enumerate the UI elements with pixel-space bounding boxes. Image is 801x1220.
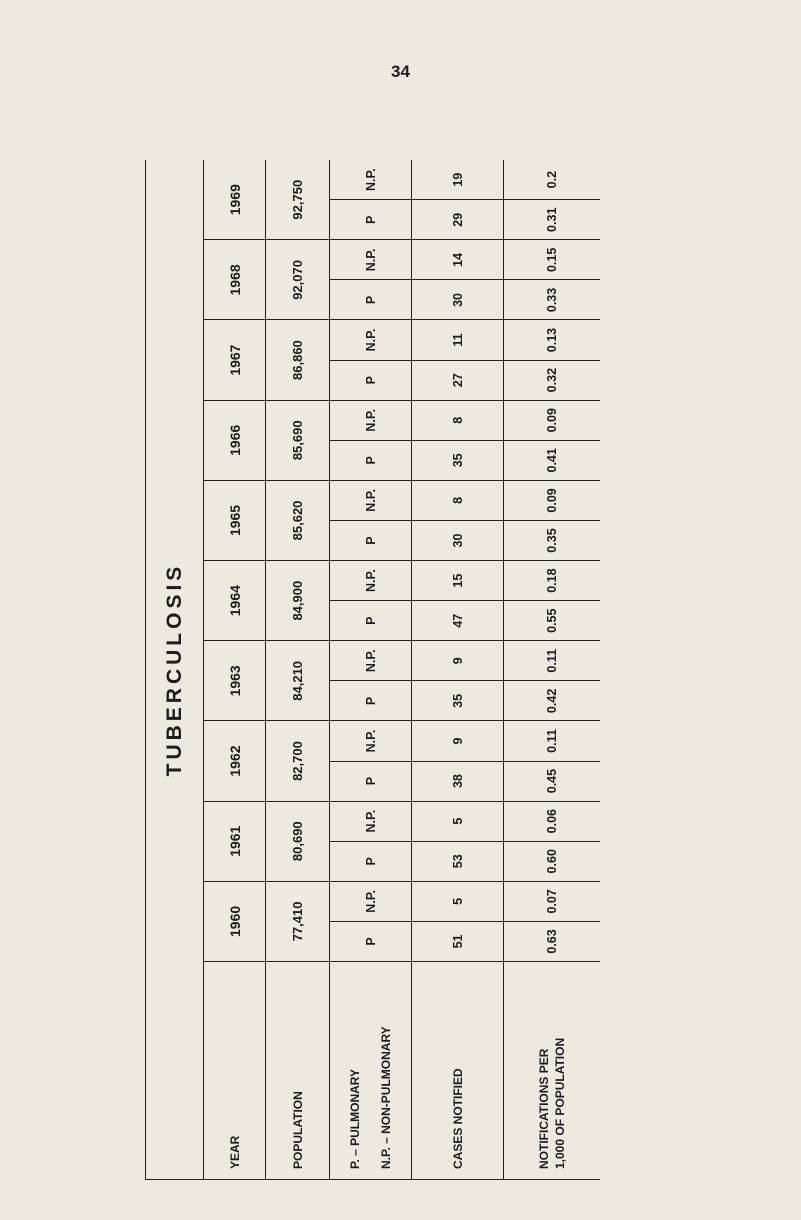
population-cell: 84,900 [266,561,330,641]
population-cell: 92,070 [266,240,330,320]
non-pulmonary-column-header: N.P. [330,400,412,440]
cases-pulmonary-cell: 38 [412,761,504,801]
rate-pulmonary-cell: 0.45 [504,761,601,801]
cases-non-pulmonary-cell: 9 [412,641,504,681]
rate-non-pulmonary-cell: 0.09 [504,400,601,440]
non-pulmonary-column-header: N.P. [330,561,412,601]
table-title: TUBERCULOSIS [146,160,204,1180]
type-row [330,160,412,1180]
cases-pulmonary-cell: 35 [412,440,504,480]
cases-non-pulmonary-cell: 9 [412,721,504,761]
year-row [204,160,266,1180]
rate-non-pulmonary-cell: 0.15 [504,240,601,280]
population-cell: 82,700 [266,721,330,801]
rate-non-pulmonary-cell: 0.09 [504,480,601,520]
rate-pulmonary-cell: 0.42 [504,681,601,721]
non-pulmonary-column-header: N.P. [330,641,412,681]
notifications-label [504,962,601,1180]
year-cell: 1963 [204,641,266,721]
rate-non-pulmonary-cell: 0.2 [504,160,601,200]
non-pulmonary-column-header: N.P. [330,320,412,360]
pulmonary-column-header: P [330,360,412,400]
cases-pulmonary-cell: 29 [412,200,504,240]
population-cell: 84,210 [266,641,330,721]
rate-non-pulmonary-cell: 0.07 [504,881,601,921]
non-pulmonary-column-header: N.P. [330,480,412,520]
cases-non-pulmonary-cell: 5 [412,801,504,841]
table-frame [145,160,600,1180]
rotated-table-container [145,160,600,1180]
rate-pulmonary-cell: 0.41 [504,440,601,480]
non-pulmonary-column-header: N.P. [330,801,412,841]
population-cell: 80,690 [266,801,330,881]
page-number: 34 [391,62,410,81]
pulmonary-column-header: P [330,200,412,240]
rate-pulmonary-cell: 0.33 [504,280,601,320]
year-cell: 1969 [204,160,266,240]
pulmonary-column-header: P [330,841,412,881]
cases-non-pulmonary-cell: 8 [412,400,504,440]
pulmonary-column-header: P [330,921,412,961]
year-cell: 1964 [204,561,266,641]
pulmonary-column-header: P [330,280,412,320]
tuberculosis-table [145,160,600,1180]
non-pulmonary-column-header: N.P. [330,240,412,280]
rate-pulmonary-cell: 0.55 [504,601,601,641]
year-cell: 1966 [204,400,266,480]
notifications-label-line1: NOTIFICATIONS PER [536,1048,551,1169]
cases-label: CASES NOTIFIED [412,962,504,1180]
year-cell: 1962 [204,721,266,801]
rate-non-pulmonary-cell: 0.13 [504,320,601,360]
rate-non-pulmonary-cell: 0.11 [504,641,601,681]
pulmonary-column-header: P [330,761,412,801]
rate-pulmonary-cell: 0.60 [504,841,601,881]
rate-non-pulmonary-cell: 0.11 [504,721,601,761]
rate-non-pulmonary-cell: 0.06 [504,801,601,841]
cases-non-pulmonary-cell: 15 [412,561,504,601]
year-cell: 1965 [204,480,266,560]
cases-non-pulmonary-cell: 8 [412,480,504,520]
rate-pulmonary-cell: 0.31 [504,200,601,240]
title-row [146,160,204,1180]
notifications-label-line2: 1,000 OF POPULATION [553,1037,567,1169]
cases-row [412,160,504,1180]
year-cell: 1967 [204,320,266,400]
population-cell: 86,860 [266,320,330,400]
rate-pulmonary-cell: 0.35 [504,520,601,560]
cases-non-pulmonary-cell: 11 [412,320,504,360]
cases-non-pulmonary-cell: 5 [412,881,504,921]
type-legend [330,962,412,1180]
legend-pulmonary: P. – PULMONARY [348,1068,363,1169]
pulmonary-column-header: P [330,440,412,480]
non-pulmonary-column-header: N.P. [330,721,412,761]
pulmonary-column-header: P [330,681,412,721]
cases-pulmonary-cell: 53 [412,841,504,881]
population-cell: 85,620 [266,480,330,560]
population-row [266,160,330,1180]
legend-non-pulmonary: N.P. – NON-PULMONARY [378,1026,393,1169]
year-cell: 1961 [204,801,266,881]
year-cell: 1960 [204,881,266,961]
rate-pulmonary-cell: 0.63 [504,921,601,961]
population-cell: 85,690 [266,400,330,480]
population-cell: 92,750 [266,160,330,240]
cases-pulmonary-cell: 47 [412,601,504,641]
rate-non-pulmonary-cell: 0.18 [504,561,601,601]
population-cell: 77,410 [266,881,330,961]
population-label: POPULATION [266,962,330,1180]
rate-pulmonary-cell: 0.32 [504,360,601,400]
year-cell: 1968 [204,240,266,320]
non-pulmonary-column-header: N.P. [330,160,412,200]
cases-pulmonary-cell: 35 [412,681,504,721]
cases-non-pulmonary-cell: 19 [412,160,504,200]
pulmonary-column-header: P [330,601,412,641]
cases-pulmonary-cell: 30 [412,280,504,320]
year-label: YEAR [204,962,266,1180]
cases-pulmonary-cell: 27 [412,360,504,400]
cases-non-pulmonary-cell: 14 [412,240,504,280]
pulmonary-column-header: P [330,520,412,560]
cases-pulmonary-cell: 51 [412,921,504,961]
cases-pulmonary-cell: 30 [412,520,504,560]
non-pulmonary-column-header: N.P. [330,881,412,921]
notifications-row [504,160,601,1180]
